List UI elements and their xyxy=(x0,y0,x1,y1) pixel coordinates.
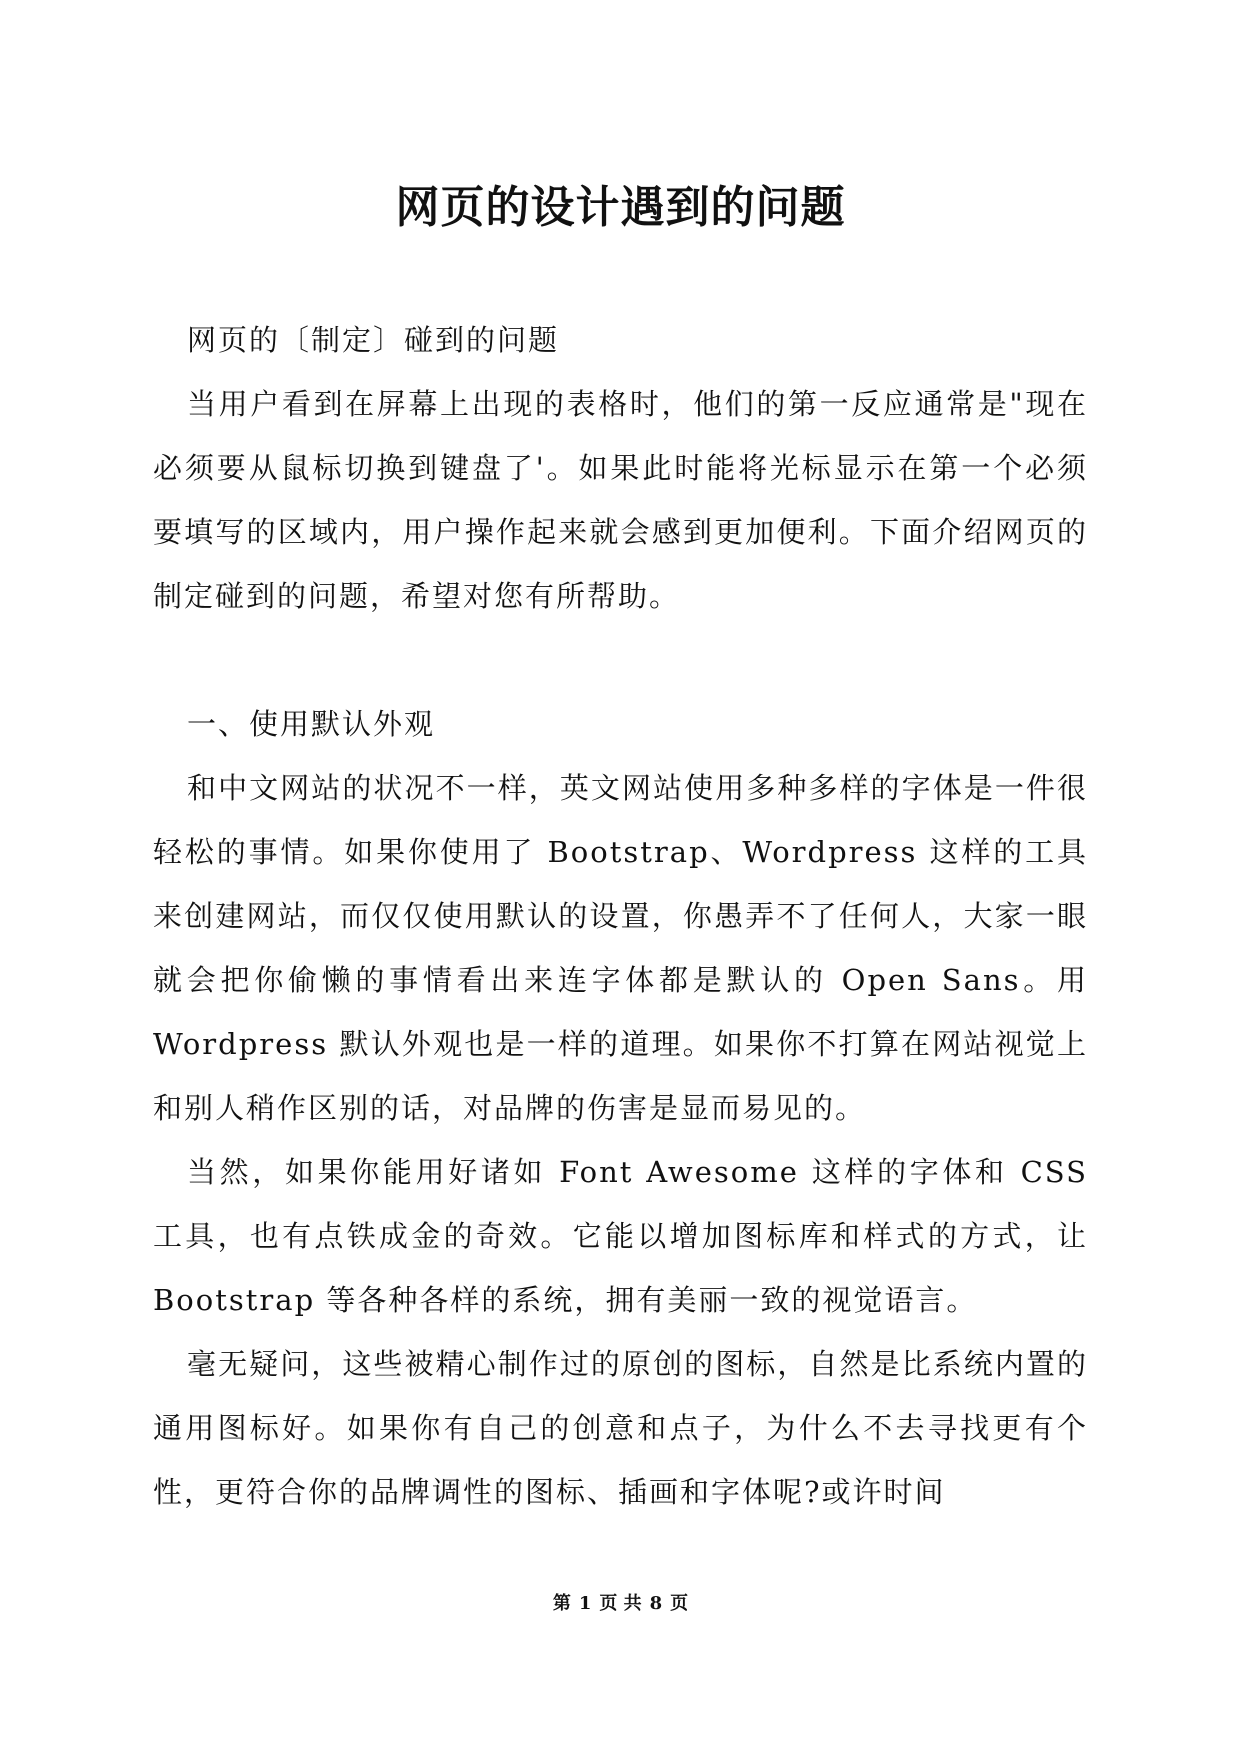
footer-middle: 页 共 xyxy=(599,1593,642,1614)
paragraph-font-awesome: 当然，如果你能用好诸如 Font Awesome 这样的字体和 CSS 工具，也有点铁成金的奇效。它能以增加图标库和样式的方式，让 Bootstrap 等各种各样的系统，拥有美丽一致的视觉语言。 xyxy=(153,1155,1088,1317)
footer-suffix: 页 xyxy=(670,1593,689,1614)
document-title: 网页的设计遇到的问题 xyxy=(395,182,846,233)
paragraph-default-appearance: 和中文网站的状况不一样，英文网站使用多种多样的字体是一件很轻松的事情。如果你使用了 Bootstrap、Wordpress 这样的工具来创建网站，而仅仅使用默认的设置，你愚弄不了任何人，大家一眼就会把你偷懒的事情看出来连字体都是默认的 Open Sans。用 Wordpress 默认外观也是一样的道理。如果你不打算在网站视觉上和别人稍作区别的话，对品牌的伤害是显而易见的。 xyxy=(153,771,1088,1125)
paragraph-original-icons: 毫无疑问，这些被精心制作过的原创的图标，自然是比系统内置的通用图标好。如果你有自己的创意和点子，为什么不去寻找更有个性，更符合你的品牌调性的图标、插画和字体呢?或许时间 xyxy=(153,1347,1088,1509)
footer-total-pages: 8 xyxy=(649,1593,663,1614)
footer-current-page: 1 xyxy=(578,1593,592,1614)
paragraph-subtitle: 网页的〔制定〕碰到的问题 xyxy=(187,323,560,357)
document-body xyxy=(153,308,1088,1524)
page-footer xyxy=(0,1592,1241,1616)
section-heading: 一、使用默认外观 xyxy=(187,707,436,741)
paragraph-intro: 当用户看到在屏幕上出现的表格时，他们的第一反应通常是"现在必须要从鼠标切换到键盘了'。如果此时能将光标显示在第一个必须要填写的区域内，用户操作起来就会感到更加便利。下面介绍网页的制定碰到的问题，希望对您有所帮助。 xyxy=(153,387,1088,613)
paragraph-spacer xyxy=(153,628,1088,692)
footer-prefix: 第 xyxy=(552,1593,571,1614)
